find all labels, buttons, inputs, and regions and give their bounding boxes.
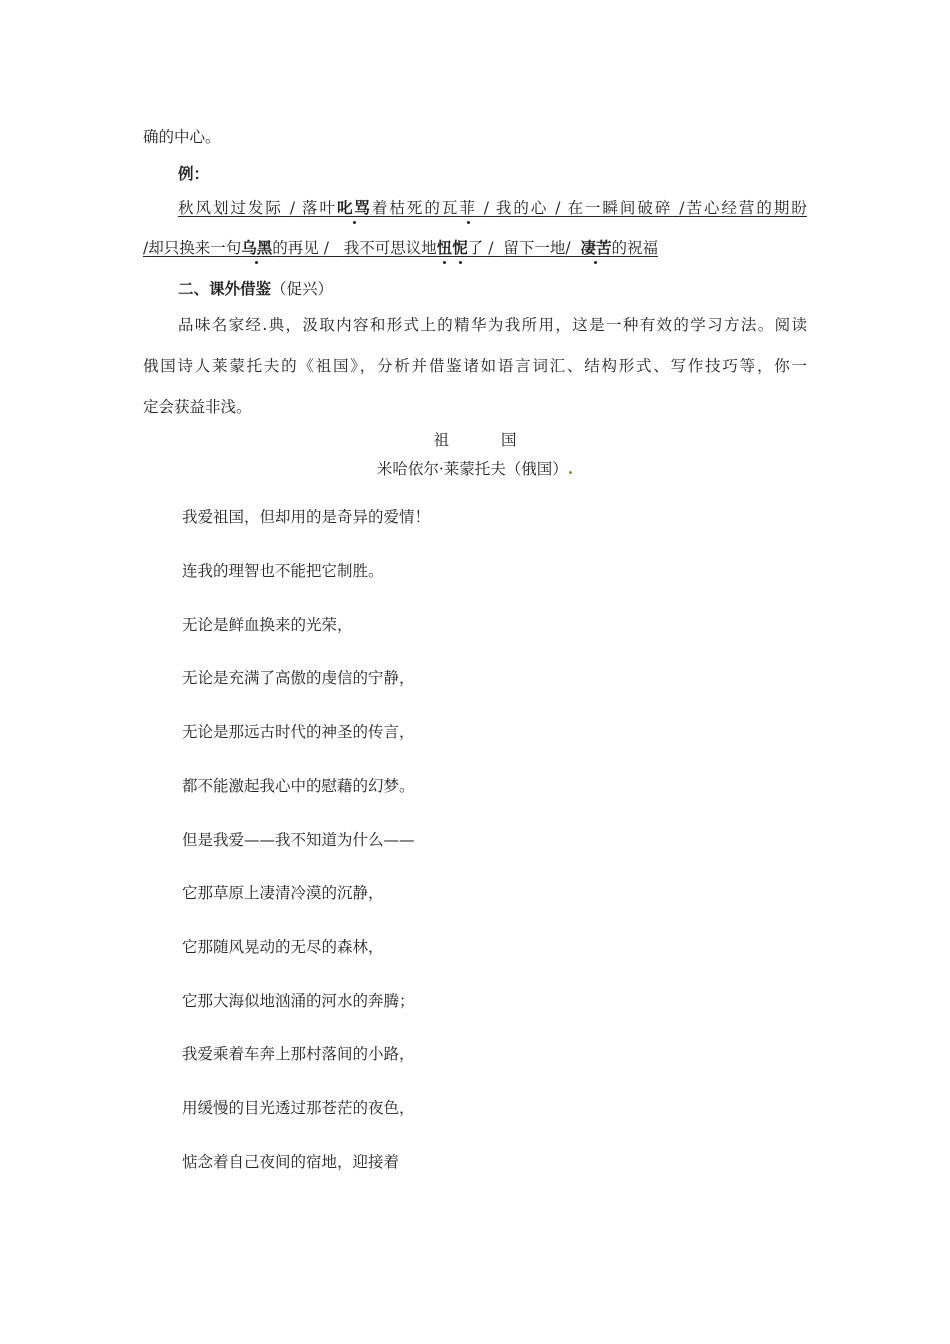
poem-line: 无论是充满了高傲的虔信的宁静， (182, 669, 415, 687)
poem-line: 它那草原上凄清冷漠的沉静， (182, 884, 384, 902)
slash-separator: / (289, 199, 296, 217)
example-segment: 着枯死的瓦 (371, 199, 460, 217)
example-segment: 我不可思议地 (343, 239, 437, 257)
author-mark: . (567, 459, 574, 478)
paragraph-line-1: 品味名家经.典，汲取内容和形式上的精华为我所用，这是一种有效的学习方法。阅读 (178, 316, 807, 334)
emphasized-word: 凄苦 (580, 238, 612, 257)
poem-title-char: 国 (501, 431, 517, 449)
emphasized-word: 叱骂 (336, 198, 372, 217)
slash-separator: / (565, 239, 571, 257)
poem-title (0, 428, 950, 450)
example-segment: 留下一地 (503, 239, 566, 257)
example-segment: 落叶 (301, 199, 337, 217)
dotted-char: 菲 (459, 199, 477, 217)
paragraph-line-2: 俄国诗人莱蒙托夫的《祖国》，分析并借鉴诸如语言词汇、结构形式、写作技巧等，你一 (143, 357, 807, 375)
intro-line: 确的中心。 (143, 128, 221, 146)
poem-line: 我爱乘着车奔上那村落间的小路， (182, 1045, 415, 1063)
example-segment: 的祝福 (611, 239, 658, 257)
emphasized-word: 乌黑 (241, 238, 273, 257)
poem-line: 但是我爱——我不知道为什么—— (182, 831, 415, 849)
section-2-heading (178, 279, 333, 299)
example-segment: 我的心 (495, 199, 549, 217)
poem-line: 连我的理智也不能把它制胜。 (182, 562, 384, 580)
example-segment: 却只换来一句 (148, 239, 242, 257)
example-line-2 (143, 238, 658, 258)
poem-line: 无论是那远古时代的神圣的传言， (182, 723, 415, 741)
poem-title-char: 祖 (433, 431, 449, 449)
slash-separator: / (143, 239, 149, 257)
poem-line: 用缓慢的目光透过那苍茫的夜色， (182, 1099, 415, 1117)
example-segment: 秋风划过发际 (178, 199, 283, 217)
poem-author-text: 米哈依尔·莱蒙托夫（俄国） (376, 460, 568, 478)
slash-separator: / (323, 239, 329, 257)
poem-line: 它那随风晃动的无尽的森林， (182, 938, 384, 956)
emphasized-word: 忸 (436, 238, 453, 257)
poem-line: 它那大海似地汹涌的河水的奔腾； (182, 992, 415, 1010)
example-line-1 (178, 198, 807, 218)
example-label: 例： (178, 164, 210, 183)
emphasized-word: 怩 (452, 238, 468, 257)
example-segment: 在一瞬间破碎 (567, 199, 673, 217)
example-segment: 苦心经营的期盼 (684, 199, 807, 217)
slash-separator: / (555, 199, 561, 217)
paragraph-line-3: 定会获益非浅。 (143, 398, 252, 416)
slash-separator: / (483, 199, 489, 217)
section-heading-note: （促兴） (271, 280, 334, 298)
poem-line: 我爱祖国，但却用的是奇异的爱情！ (182, 508, 431, 526)
poem-line: 无论是鲜血换来的光荣， (182, 616, 353, 634)
section-heading-text: 二、课外借鉴 (178, 279, 272, 298)
poem-line: 都不能激起我心中的慰藉的幻梦。 (182, 777, 415, 795)
example-segment: 了 (467, 239, 484, 257)
slash-separator: / (679, 199, 685, 217)
poem-line: 惦念着自己夜间的宿地，迎接着 (182, 1153, 400, 1171)
slash-separator: / (488, 239, 494, 257)
poem-author (0, 457, 950, 479)
example-segment: 的再见 (272, 239, 319, 257)
